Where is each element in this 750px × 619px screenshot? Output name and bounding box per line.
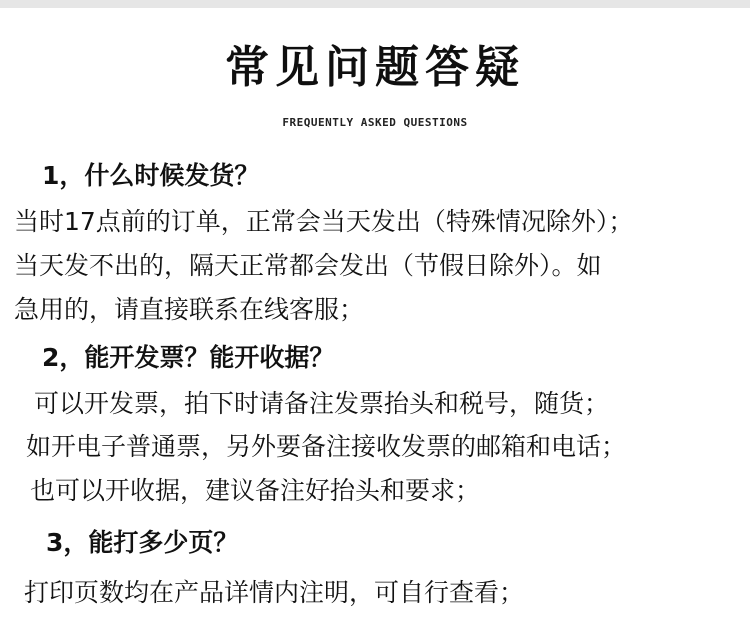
- faq-question-2: 2，能开发票？能开收据？: [42, 343, 335, 372]
- faq-answer-1-line-2: 当天发不出的，隔天正常都会发出（节假日除外）。如: [14, 251, 602, 280]
- faq-answer-2-line-2: 如开电子普通票，另外要备注接收发票的邮箱和电话；: [26, 432, 627, 461]
- faq-question-3: 3，能打多少页？: [46, 528, 239, 557]
- faq-answer-1-line-3: 急用的，请直接联系在线客服；: [14, 295, 365, 324]
- faq-answer-1-line-1: 当时17点前的订单，正常会当天发出（特殊情况除外）；: [14, 207, 634, 236]
- top-strip: [0, 0, 750, 8]
- faq-answer-2-line-3: 也可以开收据，建议备注好抬头和要求；: [30, 476, 481, 505]
- faq-answer-2-line-1: 可以开发票，拍下时请备注发票抬头和税号，随货；: [34, 389, 610, 418]
- faq-answer-3-line-1: 打印页数均在产品详情内注明，可自行查看；: [24, 578, 525, 607]
- page-subtitle: FREQUENTLY ASKED QUESTIONS: [282, 116, 468, 129]
- page-title: 常见问题答疑: [225, 42, 525, 93]
- faq-question-1: 1，什么时候发货？: [42, 161, 260, 190]
